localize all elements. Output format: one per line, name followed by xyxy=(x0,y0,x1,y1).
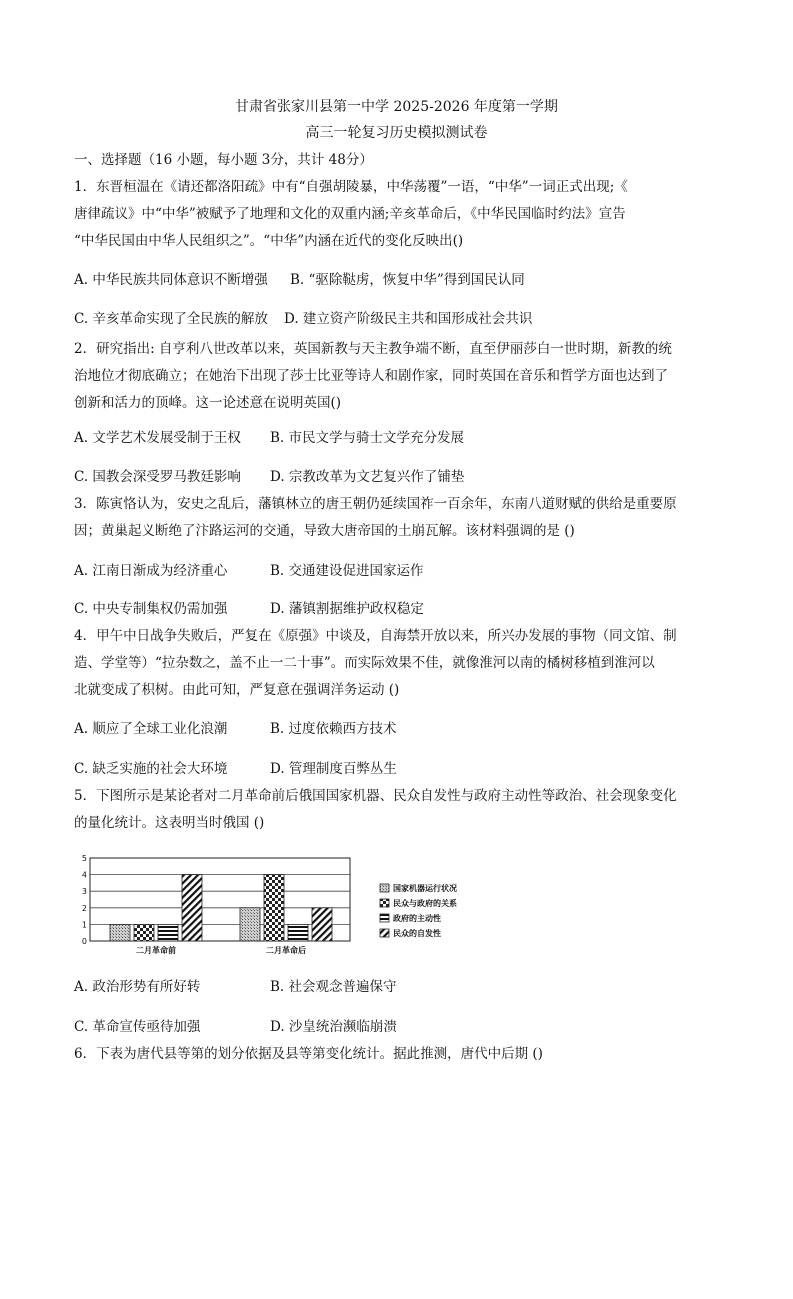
question-5-stem-line: 的量化统计。这表明当时俄国 () xyxy=(74,815,265,831)
question-2-stem-line: 治地位才彻底确立；在她治下出现了莎士比亚等诗人和剧作家，同时英国在音乐和哲学方面也达到了 xyxy=(74,368,668,384)
question-1-option-a[interactable]: A. 中华民族共同体意识不断增强 xyxy=(74,272,268,288)
question-1-stem-line: 1．东晋桓温在《请还都洛阳疏》中有“自强胡陵暴，中华荡覆”一语，“中华”一词正式出现;《 xyxy=(74,179,628,195)
question-2-stem-line: 2．研究指出: 自亨利八世改革以来，英国新教与天主教争端不断，直至伊丽莎白一世时期，新教的统 xyxy=(74,341,672,357)
question-4-stem-line: 造、学堂等）“拉杂数之，盖不止一二十事”。而实际效果不佳，就像淮河以南的橘树移植到淮河以 xyxy=(74,655,655,671)
chart-bar xyxy=(110,924,130,941)
question-4-option-c[interactable]: C. 缺乏实施的社会大环境 xyxy=(74,761,228,777)
chart-bar xyxy=(182,875,202,941)
question-2-option-c[interactable]: C. 国教会深受罗马教廷影响 xyxy=(74,469,241,485)
y-tick-label: 0 xyxy=(81,937,87,946)
y-tick-label: 5 xyxy=(81,854,87,863)
question-4-stem-line: 4．甲午中日战争失败后，严复在《原强》中谈及，自海禁开放以来，所兴办发展的事物（同文馆、制 xyxy=(74,628,677,644)
question-3-stem-line: 因；黄巢起义断绝了汴路运河的交通，导致大唐帝国的土崩瓦解。该材料强调的是 () xyxy=(74,523,575,539)
y-tick-label: 1 xyxy=(81,920,87,930)
legend-label: 民众的自发性 xyxy=(393,929,441,938)
question-1-option-c[interactable]: C. 辛亥革命实现了全民族的解放 xyxy=(74,311,268,327)
question-5-option-b[interactable]: B. 社会观念普遍保守 xyxy=(270,979,397,995)
legend-swatch xyxy=(380,914,389,922)
legend-swatch xyxy=(380,929,389,937)
chart-bar xyxy=(312,908,332,941)
legend-swatch xyxy=(380,899,389,907)
question-3-option-b[interactable]: B. 交通建设促进国家运作 xyxy=(270,563,424,579)
legend-label: 政府的主动性 xyxy=(393,914,441,923)
question-4-option-a[interactable]: A. 顺应了全球工业化浪潮 xyxy=(74,721,228,737)
question-5-option-c[interactable]: C. 革命宣传亟待加强 xyxy=(74,1019,201,1035)
question-2-option-d[interactable]: D. 宗教改革为文艺复兴作了铺垫 xyxy=(270,469,465,485)
chart-bar xyxy=(134,924,154,941)
chart-bar xyxy=(158,924,178,941)
chart-bar xyxy=(264,875,284,941)
question-5-option-a[interactable]: A. 政治形势有所好转 xyxy=(74,979,201,995)
section-heading: 一、选择题（16 小题，每小题 3分，共计 48分） xyxy=(74,152,373,168)
x-category-label: 二月革命前 xyxy=(136,946,176,955)
question-4-stem-line: 北就变成了枳树。由此可知，严复意在强调洋务运动 () xyxy=(74,682,400,698)
x-category-label: 二月革命后 xyxy=(266,946,306,955)
question-1-stem-line: “中华民国由中华人民组织之”。“中华”内涵在近代的变化反映出() xyxy=(74,233,464,249)
question-3-option-c[interactable]: C. 中央专制集权仍需加强 xyxy=(74,601,228,617)
question-3-option-d[interactable]: D. 藩镇割据维护政权稳定 xyxy=(270,601,424,617)
question-5-stem-line: 5．下图所示是某论者对二月革命前后俄国国家机器、民众自发性与政府主动性等政治、社会现象变化 xyxy=(74,788,677,804)
question-3-option-a[interactable]: A. 江南日渐成为经济重心 xyxy=(74,563,228,579)
exam-title-line2: 高三一轮复习历史模拟测试卷 xyxy=(305,125,488,141)
question-4-option-b[interactable]: B. 过度依赖西方技术 xyxy=(270,721,397,737)
question-3-stem-line: 3．陈寅恪认为，安史之乱后，藩镇林立的唐王朝仍延续国祚一百余年，东南八道财赋的供给是重要原 xyxy=(74,496,677,512)
question-2-stem-line: 创新和活力的顶峰。这一论述意在说明英国() xyxy=(74,395,342,411)
y-tick-label: 2 xyxy=(81,903,87,913)
legend-label: 国家机器运行状况 xyxy=(393,884,457,893)
chart-bar xyxy=(288,924,308,941)
y-tick-label: 3 xyxy=(81,887,87,897)
legend-swatch xyxy=(380,884,389,892)
question-4-option-d[interactable]: D. 管理制度百弊丛生 xyxy=(270,761,397,777)
question-2-option-b[interactable]: B. 市民文学与骑士文学充分发展 xyxy=(270,430,465,446)
revolution-bar-chart xyxy=(80,850,500,970)
question-6-stem-line: 6．下表为唐代县等第的划分依据及县等第变化统计。据此推测，唐代中后期 () xyxy=(74,1046,543,1062)
chart-svg xyxy=(80,850,500,970)
chart-bar xyxy=(240,908,260,941)
question-2-option-a[interactable]: A. 文学艺术发展受制于王权 xyxy=(74,430,241,446)
exam-title-line1: 甘肃省张家川县第一中学 2025-2026 年度第一学期 xyxy=(235,99,558,115)
question-5-option-d[interactable]: D. 沙皇统治濒临崩溃 xyxy=(270,1019,397,1035)
question-1-stem-line: 唐律疏议》中“中华”被赋予了地理和文化的双重内涵;辛亥革命后，《中华民国临时约法》宣告 xyxy=(74,206,626,222)
question-1-option-b[interactable]: B. “驱除鞑虏，恢复中华”得到国民认同 xyxy=(290,272,525,288)
question-1-option-d[interactable]: D. 建立资产阶级民主共和国形成社会共识 xyxy=(284,311,533,327)
legend-label: 民众与政府的关系 xyxy=(393,899,457,908)
y-tick-label: 4 xyxy=(81,870,87,880)
